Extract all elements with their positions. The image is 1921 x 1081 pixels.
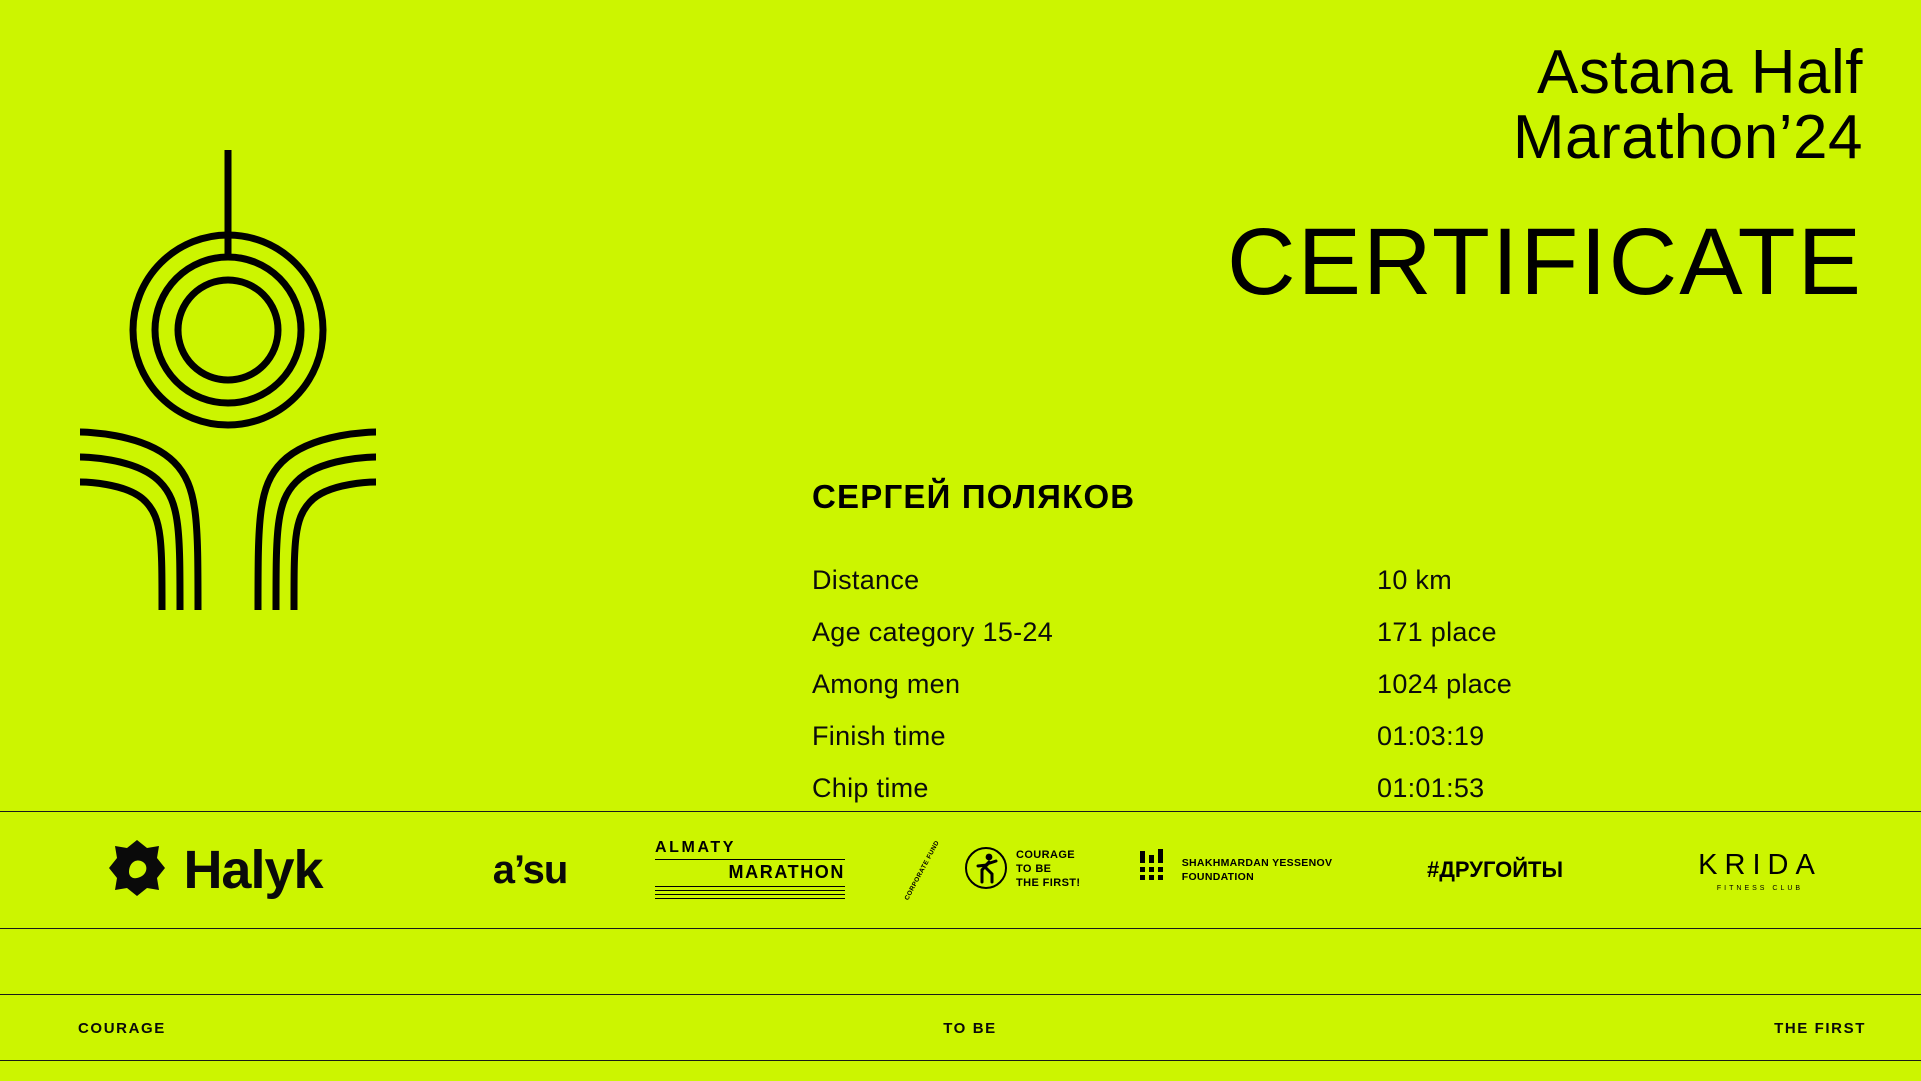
result-value: 171 place <box>1377 617 1497 647</box>
runner-icon <box>965 844 1007 897</box>
result-label: Distance <box>812 565 920 595</box>
result-row <box>812 565 1662 617</box>
participant-name: СЕРГЕЙ ПОЛЯКОВ <box>812 478 1136 515</box>
footer-slogan-right: THE FIRST <box>1774 1019 1866 1037</box>
sponsor-courage-fund <box>870 812 1100 928</box>
sponsor-yessenov-foundation <box>1100 812 1370 928</box>
krida-wordmark: KRIDA <box>1698 848 1822 881</box>
result-row <box>812 669 1662 721</box>
result-label: Among men <box>812 669 961 699</box>
result-label: Chip time <box>812 773 929 803</box>
footer-slogan-left: COURAGE <box>78 1019 166 1037</box>
sponsor-asu <box>430 812 630 928</box>
result-label: Age category 15-24 <box>812 617 1054 647</box>
result-row <box>812 617 1662 669</box>
krida-subtitle: FITNESS CLUB <box>1716 884 1804 892</box>
divider-footer-bottom <box>0 1060 1921 1061</box>
marathon-emblem-icon <box>78 140 408 640</box>
result-value: 1024 place <box>1377 669 1513 699</box>
sponsor-almaty-marathon <box>630 812 870 928</box>
almaty-marathon-line2: MARATHON <box>728 861 845 882</box>
sponsor-bar <box>0 812 1921 928</box>
drugoity-wordmark: #ДРУГОЙТЫ <box>1426 857 1564 882</box>
footer-slogan-center: TO BE <box>943 1019 997 1037</box>
result-value: 10 km <box>1377 565 1453 595</box>
result-value: 01:01:53 <box>1377 773 1485 803</box>
result-value: 01:03:19 <box>1377 721 1485 751</box>
courage-slogan: COURAGE TO BE THE FIRST! <box>1016 849 1081 889</box>
foundation-name: SHAKHMARDAN YESSENOV FOUNDATION <box>1181 856 1333 883</box>
corporate-fund-label: CORPORATE FUND <box>904 838 942 902</box>
divider-footer-top <box>0 994 1921 995</box>
asu-wordmark: a’su <box>492 847 568 892</box>
certificate-heading: CERTIFICATE <box>1226 209 1863 315</box>
almaty-rule-stack <box>655 886 845 899</box>
event-title: Astana Half Marathon’24 <box>1512 38 1863 173</box>
result-label: Finish time <box>812 721 946 751</box>
sponsor-drugoity <box>1370 812 1620 928</box>
footer-slogan-bar <box>0 996 1921 1060</box>
halyk-wordmark: Halyk <box>183 840 323 900</box>
sponsor-krida <box>1620 812 1900 928</box>
result-row <box>812 721 1662 773</box>
halyk-flower-icon <box>107 838 167 903</box>
almaty-rule <box>655 859 845 860</box>
almaty-marathon-line1: ALMATY <box>655 838 737 856</box>
results-list <box>812 565 1662 825</box>
foundation-mark-icon <box>1138 849 1172 892</box>
divider-sponsors-bottom <box>0 928 1921 929</box>
sponsor-halyk <box>0 812 430 928</box>
